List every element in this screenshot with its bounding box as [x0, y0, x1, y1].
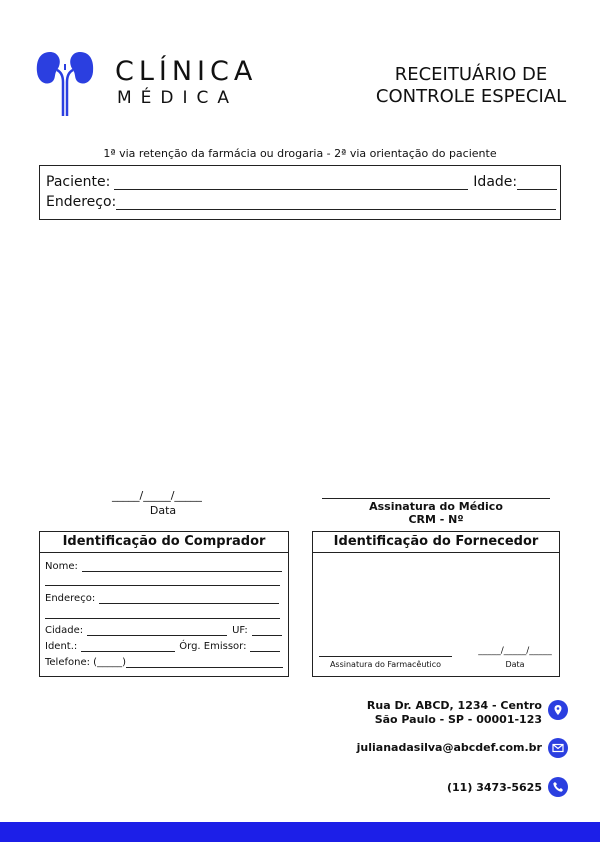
address-line-2: São Paulo - SP - 00001-123 [374, 713, 542, 726]
buyer-address-field[interactable] [99, 593, 279, 604]
buyer-address-extra-line[interactable] [45, 618, 280, 619]
kidneys-icon [36, 46, 94, 116]
patient-name-field[interactable] [114, 176, 468, 190]
buyer-name-label: Nome: [45, 561, 78, 572]
footer-bar [0, 822, 600, 842]
location-pin-icon [548, 700, 568, 720]
patient-address-field[interactable] [116, 196, 556, 210]
buyer-city-field[interactable] [87, 625, 227, 636]
buyer-name-extra-line[interactable] [45, 585, 280, 586]
buyer-name-field[interactable] [82, 561, 282, 572]
patient-name-label: Paciente: [46, 174, 111, 190]
buyer-city-row [45, 625, 282, 636]
buyer-phone-label: Telefone: (_____) [45, 657, 126, 668]
crm-caption: CRM - Nº [408, 513, 464, 526]
buyer-uf-label: UF: [232, 625, 248, 636]
buyer-city-label: Cidade: [45, 625, 84, 636]
patient-box [39, 165, 561, 220]
doctor-signature-caption: Assinatura do Médico [369, 500, 503, 513]
buyer-ident-row [45, 641, 280, 652]
brand-subtitle: MÉDICA [117, 88, 239, 108]
buyer-issuer-label: Órg. Emissor: [179, 641, 247, 652]
email-icon [548, 738, 568, 758]
buyer-phone-row [45, 657, 283, 668]
prescription-date-field[interactable]: _____/_____/_____ [112, 489, 202, 502]
doctor-signature-line[interactable] [322, 498, 550, 499]
buyer-ident-field[interactable] [81, 641, 175, 652]
brand-name: CLÍNICA [115, 56, 258, 87]
pharmacist-signature-line[interactable] [319, 656, 452, 657]
contact-phone[interactable]: (11) 3473-5625 [447, 781, 542, 794]
buyer-address-row [45, 593, 279, 604]
buyer-issuer-field[interactable] [250, 641, 280, 652]
prescription-date-caption: Data [149, 504, 177, 517]
buyer-box [39, 531, 289, 677]
buyer-title: Identificação do Comprador [40, 532, 288, 553]
buyer-ident-label: Ident.: [45, 641, 78, 652]
document-title: RECEITUÁRIO DE CONTROLE ESPECIAL [375, 64, 567, 107]
contact-email[interactable]: julianadasilva@abcdef.com.br [356, 741, 542, 754]
patient-address-label: Endereço: [46, 194, 117, 210]
buyer-address-label: Endereço: [45, 593, 96, 604]
supplier-box [312, 531, 560, 677]
buyer-uf-field[interactable] [252, 625, 282, 636]
address-line-1: Rua Dr. ABCD, 1234 - Centro [366, 699, 542, 712]
patient-age-field[interactable] [517, 176, 557, 190]
phone-icon [548, 777, 568, 797]
patient-name-row [46, 174, 557, 190]
patient-age-label: Idade: [473, 174, 518, 190]
supplier-title: Identificação do Fornecedor [313, 532, 559, 553]
supplier-date-field[interactable]: _____/_____/_____ [478, 646, 552, 656]
patient-address-row [46, 194, 556, 210]
buyer-name-row [45, 561, 282, 572]
buyer-phone-field[interactable] [126, 657, 283, 668]
via-note: 1ª via retenção da farmácia ou drogaria - 2ª via orientação do paciente [103, 147, 497, 160]
pharmacist-signature-caption: Assinatura do Farmacêutico [329, 660, 442, 669]
supplier-date-caption: Data [505, 660, 525, 669]
